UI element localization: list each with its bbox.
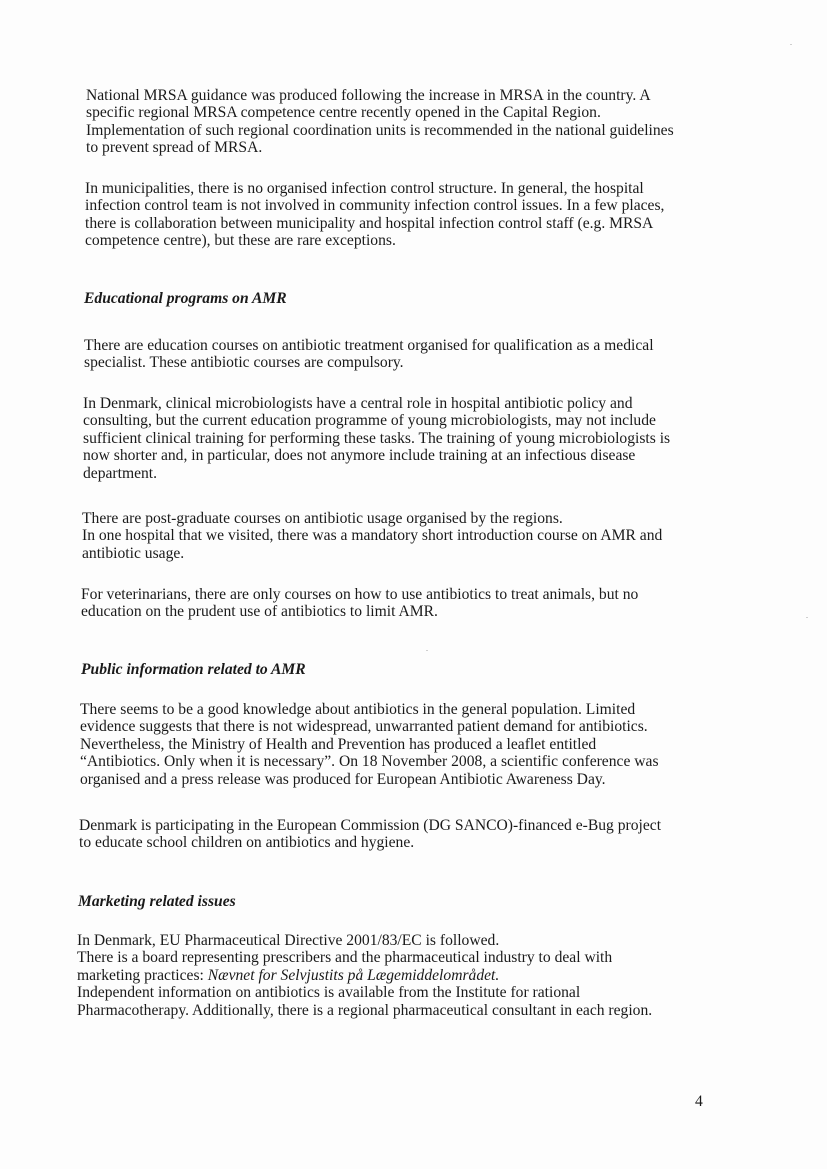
text-line: there is collaboration between municipality and hospital infection control staff (e.g. MRSA <box>85 214 654 232</box>
text-line: consulting, but the current education programme of young microbiologists, may not include <box>83 412 656 430</box>
paragraph-marketing <box>77 932 652 1019</box>
text-line: Independent information on antibiotics is available from the Institute for rational <box>77 984 581 1002</box>
text-line: specific regional MRSA competence centre recently opened in the Capital Region. <box>86 104 601 122</box>
scan-speck <box>790 44 792 45</box>
paragraph-general-population <box>80 701 659 788</box>
paragraph-municipalities <box>85 180 664 250</box>
heading-marketing: Marketing related issues <box>78 893 236 910</box>
page-number: 4 <box>695 1093 703 1110</box>
paragraph-education-courses <box>84 337 654 372</box>
text-line: In Denmark, clinical microbiologists have a central role in hospital antibiotic policy and <box>83 395 633 412</box>
text-line: competence centre), but these are rare exceptions. <box>85 232 396 250</box>
scan-speck <box>426 650 428 651</box>
text-line: Pharmacotherapy. Additionally, there is a regional pharmaceutical consultant in each region. <box>77 1001 653 1019</box>
text-line: For veterinarians, there are only courses on how to use antibiotics to treat animals, but no <box>81 586 639 603</box>
text-line: organised and a press release was produced for European Antibiotic Awareness Day. <box>80 770 606 788</box>
heading-educational-programs: Educational programs on AMR <box>84 290 287 307</box>
heading-public-information: Public information related to AMR <box>81 661 306 678</box>
text-line: department. <box>83 464 158 482</box>
text-line: evidence suggests that there is not widespread, unwarranted patient demand for antibiotics. <box>80 718 648 736</box>
paragraph-mrsa-guidance <box>86 87 674 157</box>
text-line: Nevertheless, the Ministry of Health and Prevention has produced a leaflet entitled <box>80 735 597 753</box>
text-line: specialist. These antibiotic courses are compulsory. <box>84 354 404 372</box>
text-line: antibiotic usage. <box>82 544 185 562</box>
text-run: marketing practices: <box>77 966 208 984</box>
text-line: education on the prudent use of antibiotics to limit AMR. <box>81 603 438 621</box>
paragraph-post-graduate <box>82 510 662 562</box>
text-line: to prevent spread of MRSA. <box>86 139 263 157</box>
text-line: In Denmark, EU Pharmaceutical Directive 2001/83/EC is followed. <box>77 932 500 949</box>
paragraph-e-bug-project <box>79 817 661 852</box>
text-line: “Antibiotics. Only when it is necessary”. On 18 November 2008, a scientific conference was <box>80 753 659 771</box>
paragraph-microbiologists <box>83 395 670 482</box>
board-name-italic: Nævnet for Selvjustits på Lægemiddelområdet. <box>207 966 500 984</box>
text-line: now shorter and, in particular, does not anymore include training at an infectious disease <box>83 447 636 465</box>
text-line: There are post-graduate courses on antibiotic usage organised by the regions. <box>82 510 563 527</box>
text-line: In municipalities, there is no organised infection control structure. In general, the hospital <box>85 180 644 197</box>
text-line: National MRSA guidance was produced following the increase in MRSA in the country. A <box>86 87 651 104</box>
text-line: infection control team is not involved in community infection control issues. In a few places, <box>85 197 665 215</box>
text-line: Implementation of such regional coordination units is recommended in the national guidelines <box>86 121 674 139</box>
scan-speck <box>806 617 808 618</box>
text-line-mixed <box>77 967 652 984</box>
text-line: Denmark is participating in the European Commission (DG SANCO)-financed e-Bug project <box>79 817 662 834</box>
text-line: There is a board representing prescribers and the pharmaceutical industry to deal with <box>77 949 613 967</box>
text-line: to educate school children on antibiotics and hygiene. <box>79 834 415 852</box>
text-line: There seems to be a good knowledge about antibiotics in the general population. Limited <box>80 701 636 718</box>
text-line: In one hospital that we visited, there was a mandatory short introduction course on AMR and <box>82 527 663 545</box>
text-line: sufficient clinical training for performing these tasks. The training of young microbiologists is <box>83 429 671 447</box>
paragraph-veterinarians <box>81 586 638 621</box>
text-line: There are education courses on antibiotic treatment organised for qualification as a medical <box>84 337 654 354</box>
